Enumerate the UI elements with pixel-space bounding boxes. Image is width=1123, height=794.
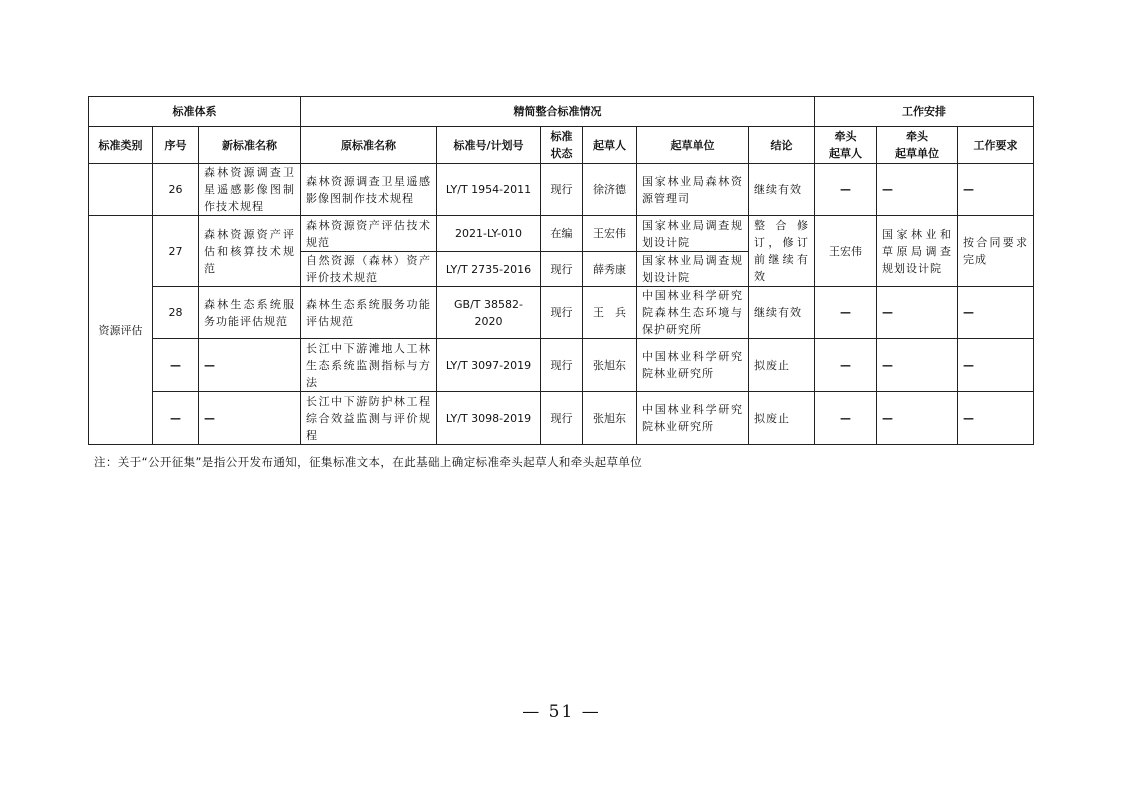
col-header-lead-unit: 牵头 起草单位 xyxy=(877,127,958,164)
drafter-cell: 薛秀康 xyxy=(583,252,637,287)
conclusion-cell: 继续有效 xyxy=(749,287,815,339)
lead-unit-cell: 国家林业和草原局调查规划设计院 xyxy=(877,216,958,287)
requirement-cell: — xyxy=(958,339,1034,392)
drafter-cell: 张旭东 xyxy=(583,339,637,392)
conclusion-cell: 继续有效 xyxy=(749,164,815,216)
requirement-cell: — xyxy=(958,164,1034,216)
std-no-cell: LY/T 3098-2019 xyxy=(437,392,541,445)
group-header-situation: 精简整合标准情况 xyxy=(301,97,815,127)
col-header-drafter: 起草人 xyxy=(583,127,637,164)
status-cell: 现行 xyxy=(541,339,583,392)
seq-cell: 26 xyxy=(153,164,199,216)
page-number: — 51 — xyxy=(522,702,601,722)
lead-drafter-cell: — xyxy=(815,164,877,216)
orig-name-cell: 森林资源调查卫星遥感影像图制作技术规程 xyxy=(301,164,437,216)
lead-unit-cell: — xyxy=(877,339,958,392)
lead-unit-cell: — xyxy=(877,287,958,339)
requirement-cell: 按合同要求完成 xyxy=(958,216,1034,287)
unit-cell: 国家林业局森林资源管理司 xyxy=(637,164,749,216)
std-no-cell: LY/T 1954-2011 xyxy=(437,164,541,216)
std-no-cell: GB/T 38582-2020 xyxy=(437,287,541,339)
col-header-conclusion: 结论 xyxy=(749,127,815,164)
new-name-cell: 森林资源资产评估和核算技术规范 xyxy=(199,216,301,287)
drafter-cell: 张旭东 xyxy=(583,392,637,445)
lead-drafter-cell: — xyxy=(815,287,877,339)
orig-name-cell: 森林生态系统服务功能评估规范 xyxy=(301,287,437,339)
col-header-status: 标准 状态 xyxy=(541,127,583,164)
lead-unit-cell: — xyxy=(877,392,958,445)
orig-name-cell: 长江中下游滩地人工林生态系统监测指标与方法 xyxy=(301,339,437,392)
status-cell: 现行 xyxy=(541,252,583,287)
status-cell: 现行 xyxy=(541,164,583,216)
unit-cell: 国家林业局调查规划设计院 xyxy=(637,252,749,287)
requirement-cell: — xyxy=(958,287,1034,339)
col-header-lead-drafter: 牵头 起草人 xyxy=(815,127,877,164)
new-name-cell: 森林资源调查卫星遥感影像图制作技术规程 xyxy=(199,164,301,216)
category-cell-empty xyxy=(89,164,153,216)
status-cell: 现行 xyxy=(541,392,583,445)
col-header-new-name: 新标准名称 xyxy=(199,127,301,164)
lead-drafter-cell: 王宏伟 xyxy=(815,216,877,287)
drafter-cell: 王宏伟 xyxy=(583,216,637,252)
drafter-cell: 徐济德 xyxy=(583,164,637,216)
std-no-cell: LY/T 3097-2019 xyxy=(437,339,541,392)
unit-cell: 中国林业科学研究院林业研究所 xyxy=(637,392,749,445)
orig-name-cell: 自然资源（森林）资产评价技术规范 xyxy=(301,252,437,287)
std-no-cell: 2021-LY-010 xyxy=(437,216,541,252)
lead-drafter-cell: — xyxy=(815,339,877,392)
seq-cell: 27 xyxy=(153,216,199,287)
table-row xyxy=(89,216,1034,252)
status-cell: 在编 xyxy=(541,216,583,252)
table-row xyxy=(89,392,1034,445)
requirement-cell: — xyxy=(958,392,1034,445)
conclusion-cell: 拟废止 xyxy=(749,339,815,392)
conclusion-cell: 拟废止 xyxy=(749,392,815,445)
table-row xyxy=(89,164,1034,216)
standards-table xyxy=(88,96,1034,445)
group-header-arrangement: 工作安排 xyxy=(815,97,1034,127)
table-note: 注：关于“公开征集”是指公开发布通知，征集标准文本，在此基础上确定标准牵头起草人和牵头起草单位 xyxy=(94,455,643,469)
unit-cell: 中国林业科学研究院林业研究所 xyxy=(637,339,749,392)
new-name-cell: — xyxy=(199,339,301,392)
status-cell: 现行 xyxy=(541,287,583,339)
table-row xyxy=(89,287,1034,339)
seq-cell: — xyxy=(153,339,199,392)
lead-unit-cell: — xyxy=(877,164,958,216)
orig-name-cell: 长江中下游防护林工程综合效益监测与评价规程 xyxy=(301,392,437,445)
group-header-system: 标准体系 xyxy=(89,97,301,127)
orig-name-cell: 森林资源资产评估技术规范 xyxy=(301,216,437,252)
seq-cell: 28 xyxy=(153,287,199,339)
std-no-cell: LY/T 2735-2016 xyxy=(437,252,541,287)
new-name-cell: — xyxy=(199,392,301,445)
table-row xyxy=(89,339,1034,392)
col-header-std-no: 标准号/计划号 xyxy=(437,127,541,164)
col-header-unit: 起草单位 xyxy=(637,127,749,164)
unit-cell: 国家林业局调查规划设计院 xyxy=(637,216,749,252)
drafter-cell: 王 兵 xyxy=(583,287,637,339)
new-name-cell: 森林生态系统服务功能评估规范 xyxy=(199,287,301,339)
unit-cell: 中国林业科学研究院森林生态环境与保护研究所 xyxy=(637,287,749,339)
lead-drafter-cell: — xyxy=(815,392,877,445)
col-header-requirement: 工作要求 xyxy=(958,127,1034,164)
conclusion-cell: 整合修订，修订前继续有效 xyxy=(749,216,815,287)
category-cell: 资源评估 xyxy=(89,216,153,445)
col-header-seq: 序号 xyxy=(153,127,199,164)
seq-cell: — xyxy=(153,392,199,445)
col-header-category: 标准类别 xyxy=(89,127,153,164)
col-header-orig-name: 原标准名称 xyxy=(301,127,437,164)
